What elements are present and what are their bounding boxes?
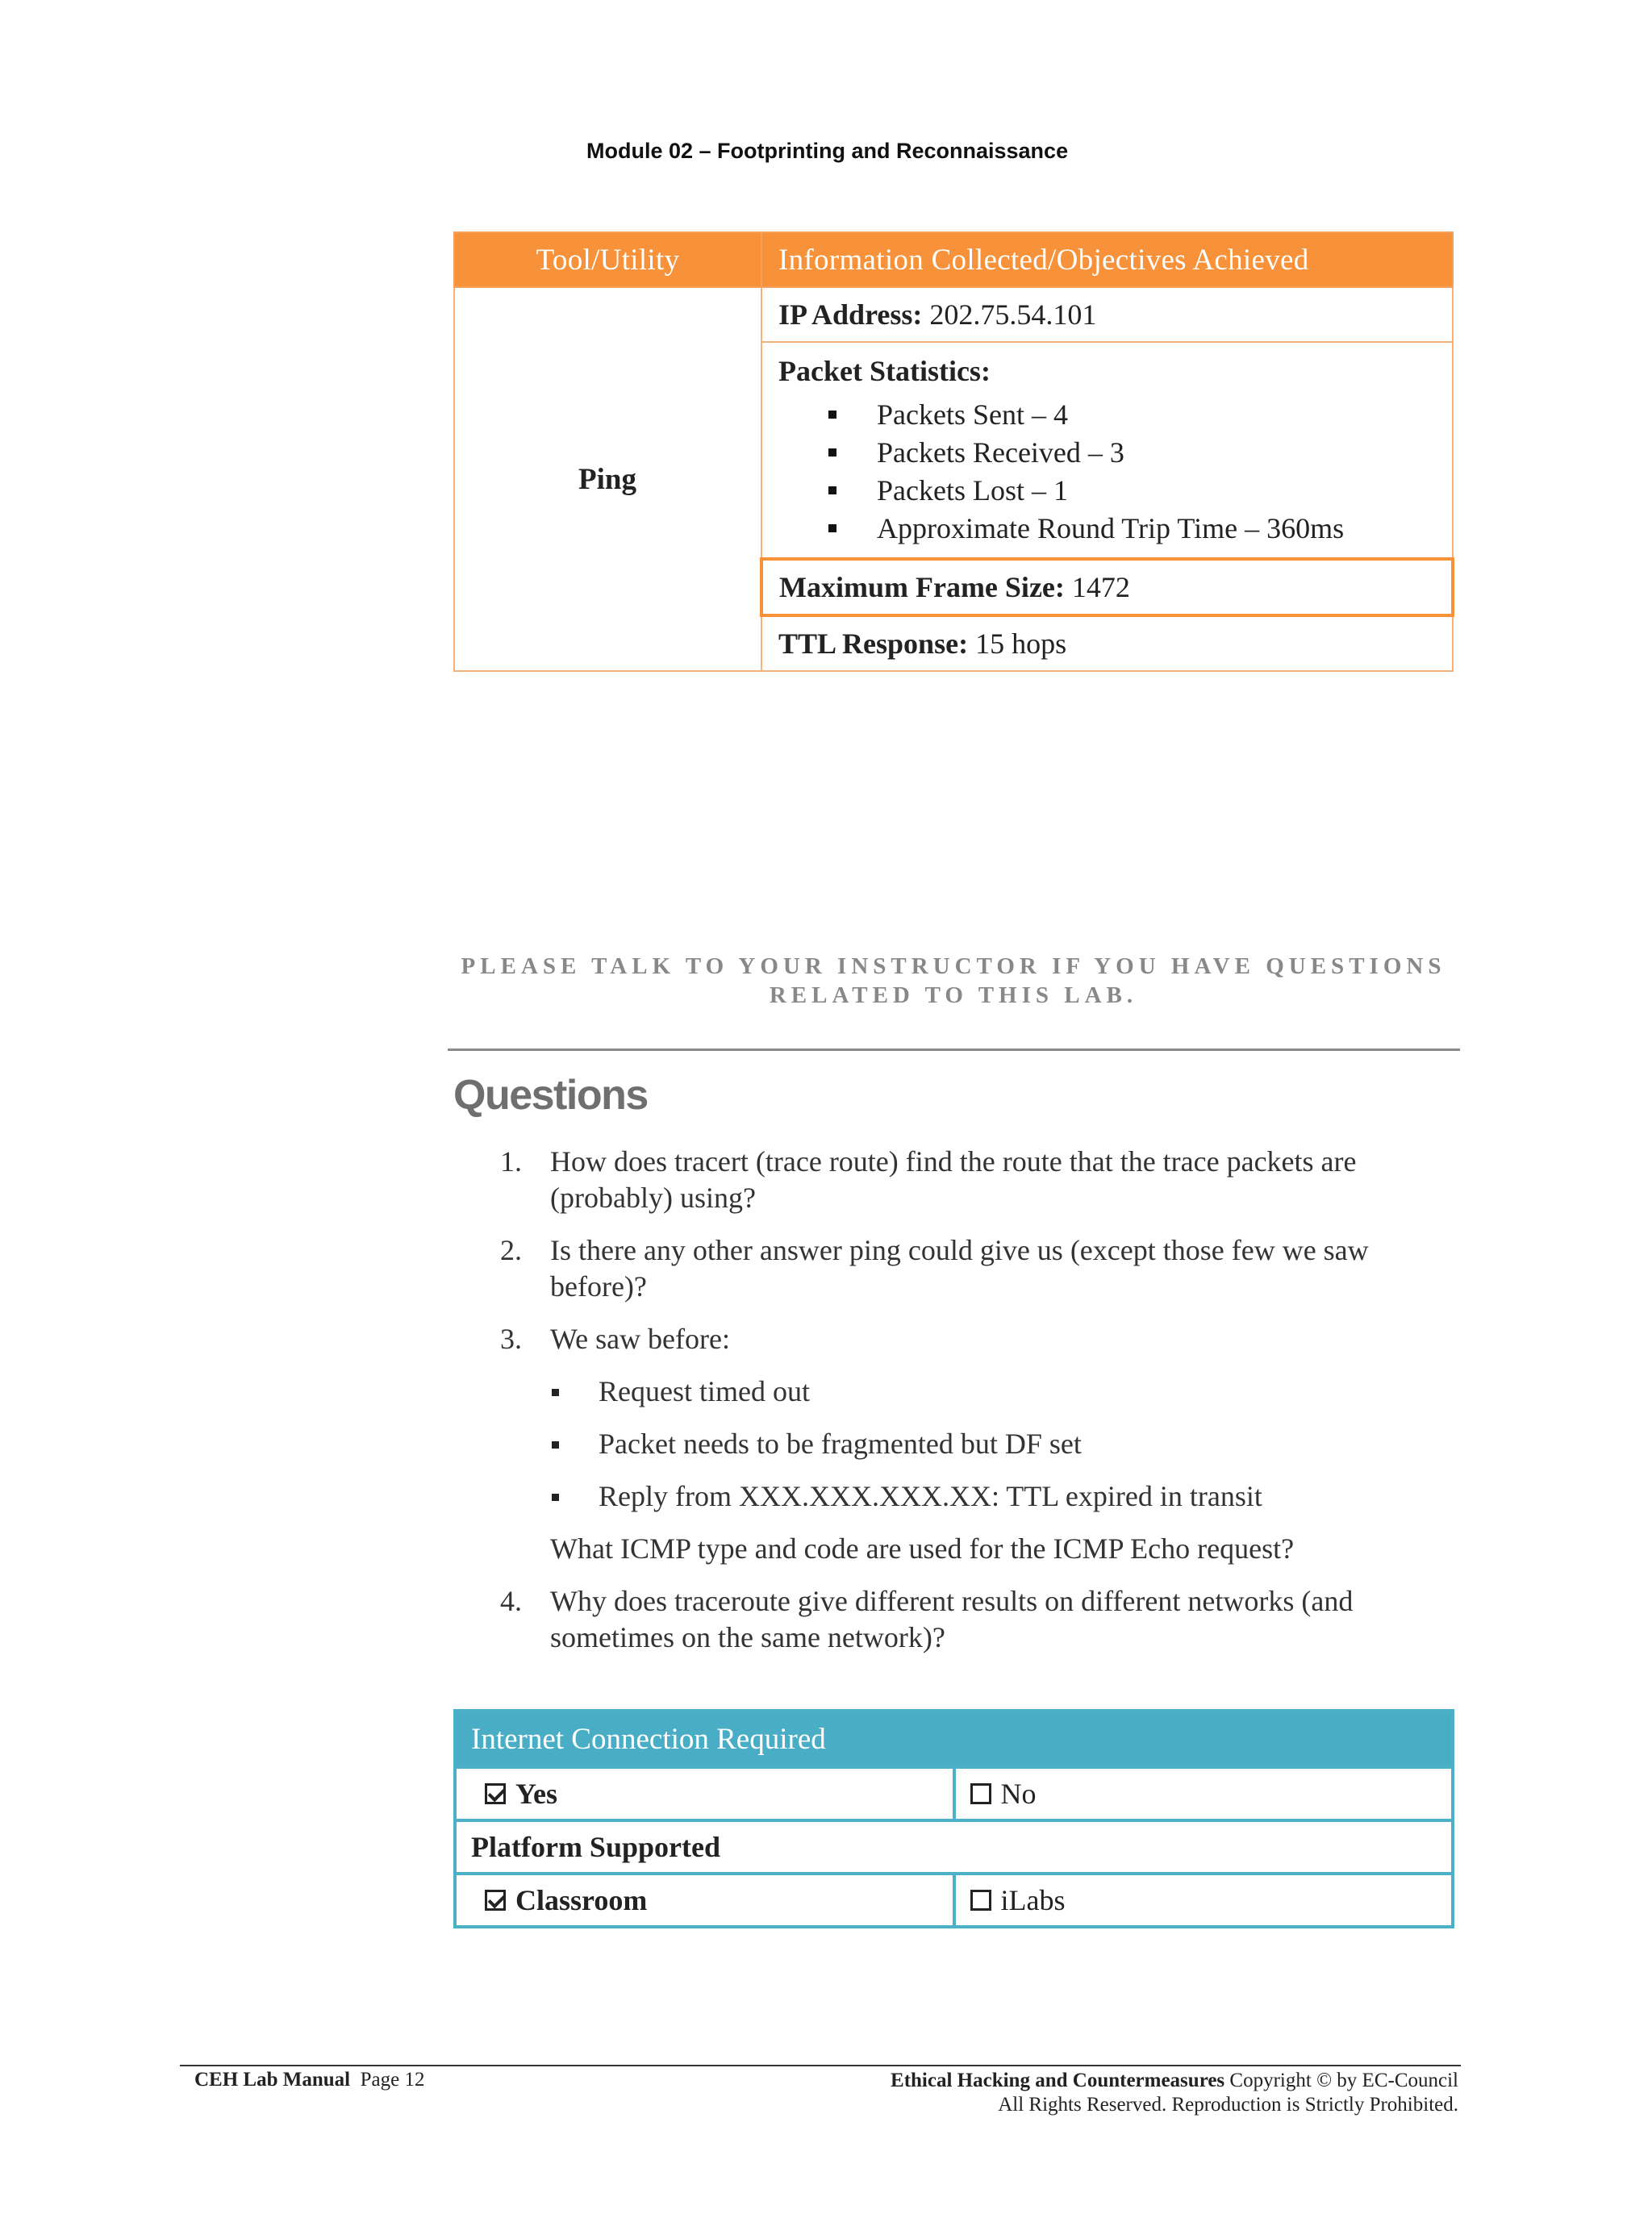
table-row — [455, 1767, 1453, 1820]
internet-no-label: No — [1000, 1778, 1037, 1810]
footer-copyright: Copyright © by EC-Council — [1224, 2070, 1458, 2091]
question-number: 3. — [500, 1323, 522, 1355]
internet-yes-option — [455, 1767, 954, 1820]
results-header-row — [454, 232, 1453, 287]
bullet-icon — [828, 448, 836, 457]
stat-text: Packets Lost – 1 — [877, 474, 1068, 507]
table-row — [455, 1874, 1453, 1927]
question-3 — [500, 1321, 1436, 1567]
platform-ilabs-label: iLabs — [1000, 1884, 1066, 1916]
question-text: How does tracert (trace route) find the route that the trace packets are (probably) using? — [550, 1145, 1357, 1214]
col-tool-header: Tool/Utility — [454, 232, 761, 287]
ip-label: IP Address: — [778, 298, 923, 331]
list-item — [828, 472, 1436, 510]
question-number: 4. — [500, 1585, 522, 1617]
question-2 — [500, 1232, 1436, 1305]
footer-page: Page 12 — [360, 2069, 425, 2091]
col-info-header: Information Collected/Objectives Achieved — [761, 232, 1453, 287]
requirements-table — [453, 1709, 1454, 1928]
bullet-icon — [828, 486, 836, 494]
ttl-cell — [761, 615, 1453, 671]
footer-left — [194, 2069, 424, 2091]
frame-size-cell — [761, 559, 1453, 615]
ttl-label: TTL Response: — [778, 627, 969, 660]
platform-classroom-option — [455, 1874, 954, 1927]
platform-classroom-label: Classroom — [515, 1884, 648, 1916]
list-item — [550, 1426, 1436, 1462]
question-number: 1. — [500, 1145, 522, 1178]
empty-checkbox-icon — [970, 1890, 991, 1911]
internet-no-option — [954, 1767, 1454, 1820]
checked-checkbox-icon — [485, 1783, 506, 1804]
question-3-bullets — [550, 1374, 1436, 1515]
list-item — [828, 434, 1436, 472]
question-text: Why does traceroute give different results on different networks (and sometimes on the same network)? — [550, 1585, 1354, 1653]
empty-checkbox-icon — [970, 1783, 991, 1804]
bullet-icon — [828, 524, 836, 532]
bullet-icon — [828, 411, 836, 419]
platform-supported-header: Platform Supported — [455, 1820, 1453, 1874]
checked-checkbox-icon — [485, 1890, 506, 1911]
bullet-text: Request timed out — [599, 1375, 810, 1407]
section-divider — [448, 1049, 1460, 1051]
list-item — [828, 396, 1436, 434]
stat-text: Approximate Round Trip Time – 360ms — [877, 512, 1345, 544]
footer-right — [891, 2069, 1458, 2117]
footer-course: Ethical Hacking and Countermeasures — [891, 2070, 1225, 2091]
bullet-text: Packet needs to be fragmented but DF set — [599, 1428, 1082, 1460]
internet-yes-label: Yes — [515, 1778, 557, 1810]
ip-value: 202.75.54.101 — [922, 298, 1097, 331]
bullet-text: Reply from XXX.XXX.XXX.XX: TTL expired in transit — [599, 1480, 1262, 1512]
questions-heading: Questions — [453, 1072, 648, 1119]
instructor-note — [453, 952, 1454, 1010]
results-table — [453, 231, 1454, 672]
internet-required-header: Internet Connection Required — [455, 1711, 1453, 1767]
packet-stats-title: Packet Statistics: — [778, 355, 991, 387]
question-text: We saw before: — [550, 1323, 730, 1355]
stat-text: Packets Received – 3 — [877, 436, 1124, 469]
module-title: Module 02 – Footprinting and Reconnaissance — [586, 139, 1069, 163]
instructor-note-line1: PLEASE TALK TO YOUR INSTRUCTOR IF YOU HAVE QUESTIONS — [461, 953, 1446, 979]
list-item — [550, 1478, 1436, 1515]
frame-label: Maximum Frame Size: — [779, 571, 1065, 603]
tool-name-cell: Ping — [454, 287, 761, 671]
footer-manual: CEH Lab Manual — [194, 2069, 351, 2091]
stat-text: Packets Sent – 4 — [877, 398, 1068, 431]
list-item — [828, 510, 1436, 548]
question-3-followup: What ICMP type and code are used for the ICMP Echo request? — [550, 1532, 1295, 1565]
footer-rights: All Rights Reserved. Reproduction is Strictly Prohibited. — [998, 2094, 1458, 2116]
bullet-icon — [552, 1441, 559, 1449]
ip-address-cell — [761, 287, 1453, 342]
platform-ilabs-option — [954, 1874, 1454, 1927]
bullet-icon — [552, 1389, 559, 1396]
frame-value: 1472 — [1064, 571, 1130, 603]
table-row — [454, 287, 1453, 342]
packet-stats-list — [778, 396, 1436, 548]
footer-divider — [180, 2065, 1461, 2066]
ttl-value: 15 hops — [968, 627, 1067, 660]
bullet-icon — [552, 1494, 559, 1501]
question-4 — [500, 1583, 1436, 1656]
question-number: 2. — [500, 1234, 522, 1266]
questions-list — [500, 1144, 1436, 1672]
list-item — [550, 1374, 1436, 1410]
question-1 — [500, 1144, 1436, 1216]
packet-stats-cell — [761, 342, 1453, 559]
instructor-note-line2: RELATED TO THIS LAB. — [769, 982, 1138, 1008]
question-text: Is there any other answer ping could give us (except those few we saw before)? — [550, 1234, 1369, 1303]
